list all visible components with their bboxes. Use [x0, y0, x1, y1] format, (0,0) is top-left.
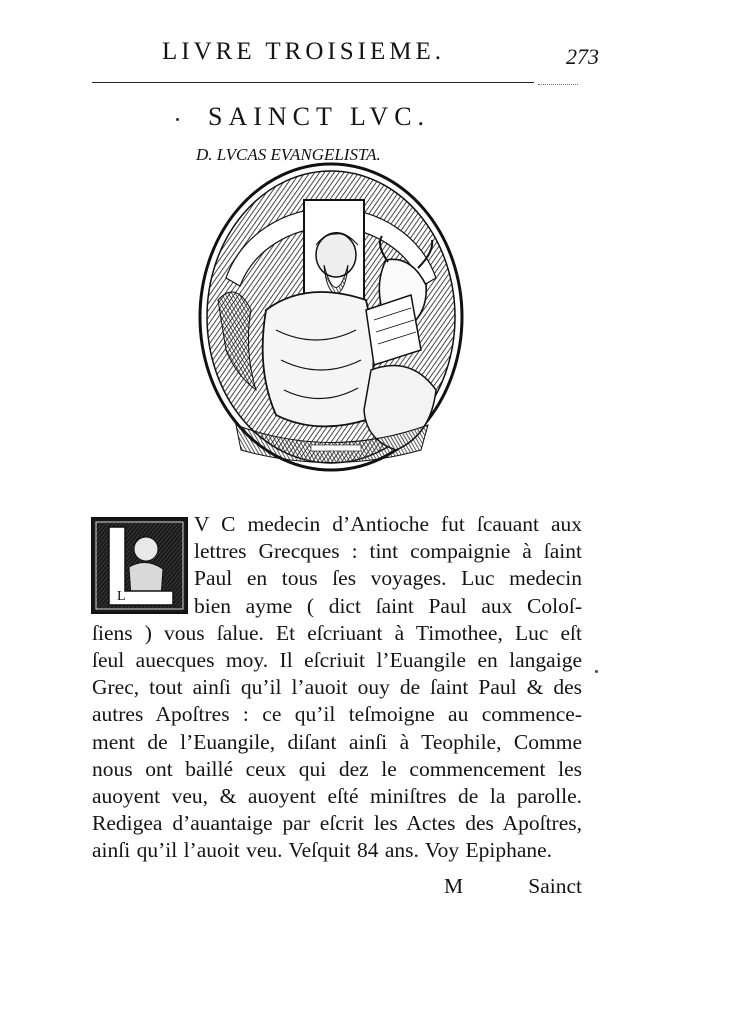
- text-line: autres Apoſtres : ce qu’il teſmoigne au commence-: [92, 702, 582, 727]
- signature-mark: M: [444, 874, 464, 898]
- catchword: Sainct: [528, 874, 582, 898]
- portrait-medallion: [196, 145, 466, 475]
- page-number: 273: [566, 44, 599, 69]
- text-line: V C medecin d’Antioche fut ſcauant aux: [194, 512, 582, 536]
- margin-speck: [595, 670, 598, 673]
- text-line: ment de l’Euangile, diſant ainſi à Teophile, Comme: [92, 729, 582, 754]
- initial-letter: L: [117, 589, 126, 604]
- text-line: ſeul auecques moy. Il eſcriuit l’Euangile en langaige: [92, 647, 582, 672]
- header-rule: [92, 82, 534, 83]
- header-rule-dots: [538, 84, 578, 85]
- text-line: bien ayme ( dict ſaint Paul aux Coloſ-: [194, 593, 582, 618]
- text-line: nous ont baillé ceux qui dez le commencement les: [92, 756, 582, 781]
- text-line: ſiens ) vous ſalue. Et eſcriuant à Timothee, Luc eſt: [92, 620, 582, 645]
- text-line: auoyent veu, & auoyent eſté miniſtres de la parolle.: [92, 783, 582, 808]
- page-header: [0, 30, 743, 70]
- text-line: lettres Grecques : tint compaignie à ſaint: [194, 539, 582, 564]
- ink-speck: [176, 118, 179, 121]
- running-head: LIVRE TROISIEME.: [162, 38, 445, 65]
- portrait-inscription: D. LVCAS EVANGELISTA.: [196, 145, 381, 164]
- body-paragraph: [92, 511, 582, 864]
- section-title: SAINCT LVC.: [208, 102, 431, 131]
- text-line: ainſi qu’il l’auoit veu. Veſquit 84 ans. Voy Epiphane.: [92, 838, 553, 863]
- page-footer: [92, 874, 582, 902]
- text-line: Redigea d’auantaige par eſcrit les Actes des Apoſtres,: [92, 811, 582, 836]
- saint-luke-engraving-icon: [196, 145, 466, 475]
- text-line: Paul en tous ſes voyages. Luc medecin: [194, 566, 582, 591]
- text-line: Grec, tout ainſi qu’il l’auoit ouy de ſaint Paul & des: [92, 675, 582, 700]
